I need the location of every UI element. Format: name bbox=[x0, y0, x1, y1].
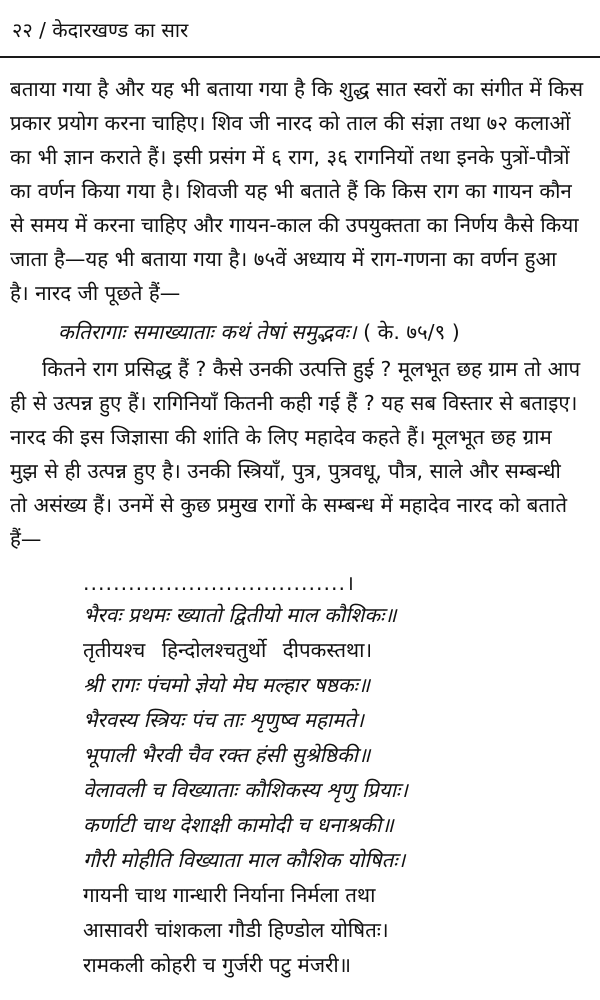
paragraph-2-line: हैं— bbox=[10, 527, 42, 551]
verse-line: कर्णाटी चाथ देशाक्षी कामोदी च धनाश्रकी॥ bbox=[83, 813, 394, 837]
paragraph-2-line: तो असंख्य हैं। उनमें से कुछ प्रमुख रागों के सम्बन्ध में महादेव नारद को बताते bbox=[10, 493, 568, 517]
paragraph-1-line: से समय में करना चाहिए और गायन-काल की उपयुक्तता का निर्णय कैसे किया bbox=[10, 213, 579, 237]
paragraph-1-line: का वर्णन किया गया है। शिवजी यह भी बताते हैं कि किस राग का गायन कौन bbox=[10, 179, 572, 203]
verse-line: तृतीयश्च हिन्दोलश्चतुर्थो दीपकस्तथा। bbox=[83, 638, 373, 662]
sloka-reference: ( के. ७५/९ ) bbox=[363, 320, 460, 344]
sloka-text: कतिरागाः समाख्याताः कथं तेषां समुद्भवः। bbox=[58, 320, 357, 344]
paragraph-2-line: नारद की इस जिज्ञासा की शांति के लिए महादेव कहते हैं। मूलभूत छह ग्राम bbox=[10, 425, 552, 449]
verse-line: आसावरी चांशकला गौडी हिण्डोल योषितः। bbox=[83, 918, 389, 942]
paragraph-1-line: प्रकार प्रयोग करना चाहिए। शिव जी नारद को ताल की संज्ञा तथा ७२ कलाओं bbox=[10, 111, 571, 135]
paragraph-1-line: बताया गया है और यह भी बताया गया है कि शुद्ध सात स्वरों का संगीत में किस bbox=[10, 77, 584, 101]
paragraph-1-line: का भी ज्ञान कराते हैं। इसी प्रसंग में ६ राग, ३६ रागनियों तथा इनके पुत्रों-पौत्रों bbox=[10, 145, 570, 169]
paragraph-2-line: मुझ से ही उत्पन्न हुए है। उनकी स्त्रियाँ, पुत्र, पुत्रवधू, पौत्र, साले और सम्बन्धी bbox=[10, 459, 561, 483]
verse-line: वेलावली च विख्याताः कौशिकस्य शृणु प्रियाः। bbox=[83, 778, 408, 802]
header-rule bbox=[0, 56, 600, 58]
verse-line: श्री रागः पंचमो ज्ञेयो मेघ मल्हार षष्ठकः॥ bbox=[83, 673, 371, 697]
page-header: २२ / केदारखण्ड का सार bbox=[12, 18, 189, 42]
verse-line: रामकली कोहरी च गुर्जरी पटु मंजरी॥ bbox=[83, 953, 352, 977]
verse-line: गौरी मोहीति विख्याता माल कौशिक योषितः। bbox=[83, 848, 406, 872]
verse-line: गायनी चाथ गान्धारी निर्याना निर्मला तथा bbox=[83, 883, 376, 907]
sloka-quote bbox=[58, 316, 588, 348]
paragraph-2-line: कितने राग प्रसिद्ध हैं ? कैसे उनकी उत्पत्ति हुई ? मूलभूत छह ग्राम तो आप bbox=[42, 357, 581, 381]
verse-line: भैरवस्य स्त्रियः पंच ताः शृणुष्व महामते। bbox=[83, 708, 364, 732]
verse-line: भैरवः प्रथमः ख्यातो द्वितीयो माल कौशिकः॥ bbox=[83, 603, 397, 627]
verse-ellipsis-line: ...................................। bbox=[83, 571, 355, 595]
paragraph-1-line: जाता है—यह भी बताया गया है। ७५वें अध्याय में राग-गणना का वर्णन हुआ bbox=[10, 247, 557, 271]
paragraph-1-line: है। नारद जी पूछते हैं— bbox=[10, 281, 181, 305]
verse-line: भूपाली भैरवी चैव रक्त हंसी सुश्रेष्ठिकी॥ bbox=[83, 743, 371, 767]
paragraph-2-line: ही से उत्पन्न हुए हैं। रागिनियाँ कितनी कही गई हैं ? यह सब विस्तार से बताइए। bbox=[10, 391, 578, 415]
